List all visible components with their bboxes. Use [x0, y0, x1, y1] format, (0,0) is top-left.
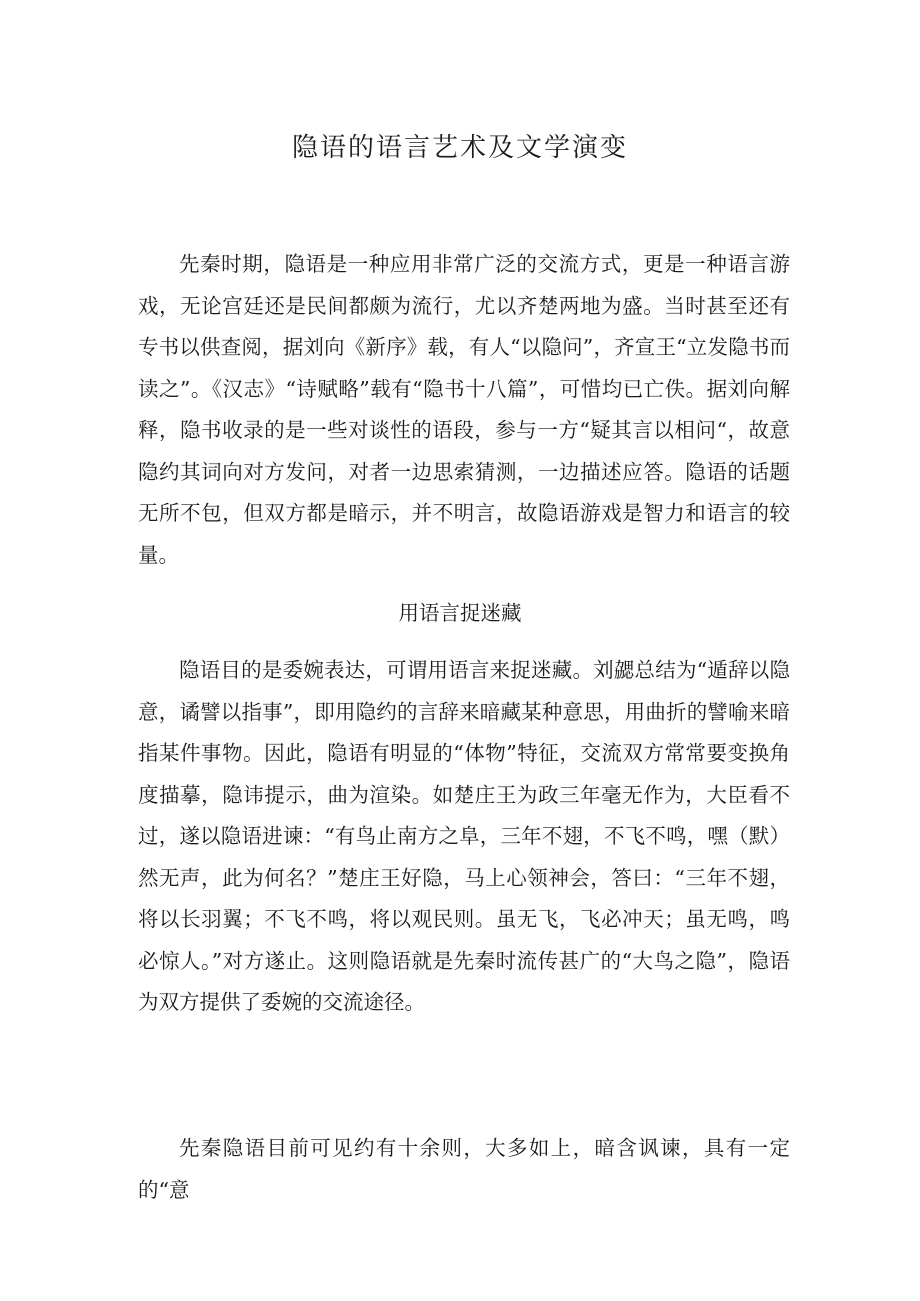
paragraph-intro: 先秦时期，隐语是一种应用非常广泛的交流方式，更是一种语言游戏，无论宫廷还是民间都颇为流行，尤以齐楚两地为盛。当时甚至还有专书以供查阅，据刘向《新序》载，有人“以隐问”，齐宣王“立发隐书而读之”。《汉志》“诗赋略”载有“隐书十八篇”，可惜均已亡佚。据刘向解释，隐书收录的是一些对谈性的语段，参与一方“疑其言以相问“，故意隐约其词向对方发问，对者一边思索猜测，一边描述应答。隐语的话题无所不包，但双方都是暗示，并不明言，故隐语游戏是智力和语言的较量。: [138, 252, 790, 567]
paragraph-section-body: 隐语目的是委婉表达，可谓用语言来捉迷藏。刘勰总结为“遁辞以隐意，谲譬以指事”，即用隐约的言辞来暗藏某种意思，用曲折的譬喻来暗指某件事物。因此，隐语有明显的“体物”特征，交流双方常常要变换角度描摹，隐讳提示，曲为渲染。如楚庄王为政三年毫无作为，大臣看不过，遂以隐语进谏：“有鸟止南方之阜，三年不翅，不飞不鸣，嘿（默）然无声，此为何名？”楚庄王好隐，马上心领神会，答曰：“三年不翅，将以长羽翼；不飞不鸣，将以观民则。虽无飞，飞必冲天；虽无鸣，鸣必惊人。”对方遂止。这则隐语就是先秦时流传甚广的“大鸟之隐”，隐语为双方提供了委婉的交流途径。: [138, 658, 790, 1014]
paragraph-continuation: 先秦隐语目前可见约有十余则，大多如上，暗含讽谏，具有一定的“意: [138, 1136, 790, 1202]
document-title: 隐语的语言艺术及文学演变: [291, 133, 628, 163]
section-heading: 用语言捉迷藏: [398, 601, 522, 625]
